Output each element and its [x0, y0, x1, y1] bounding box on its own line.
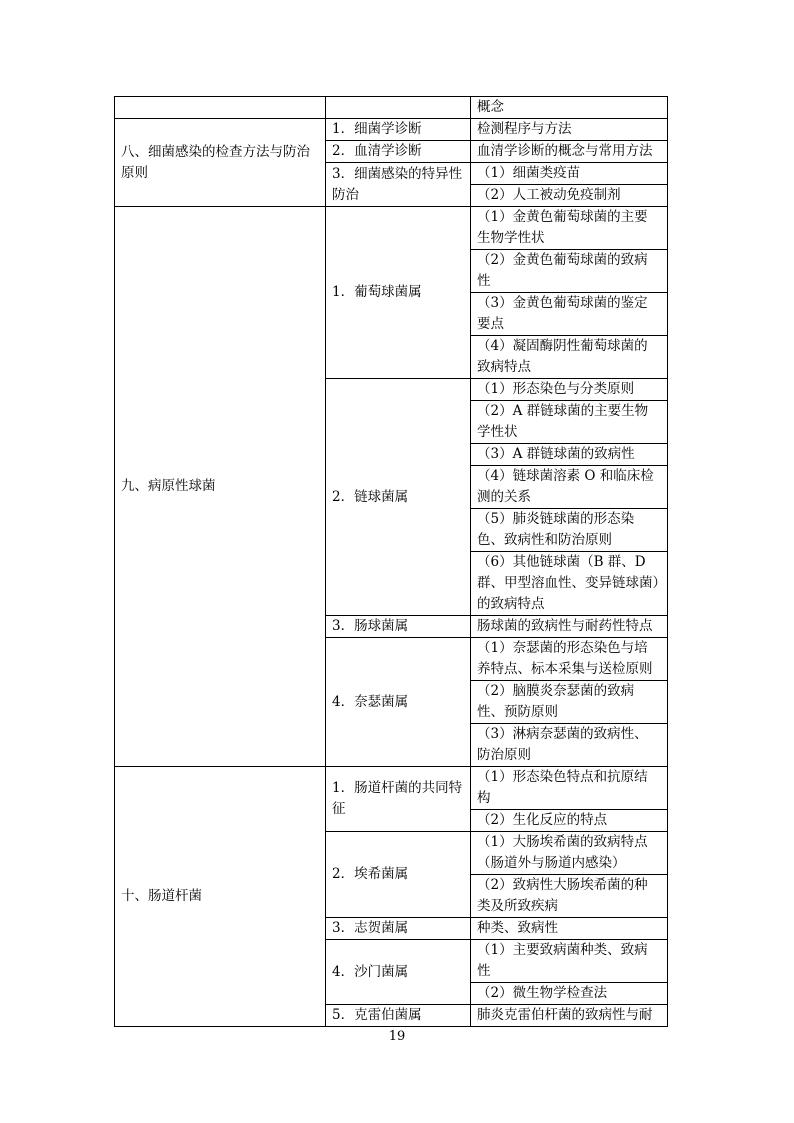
concept-cell: 血清学诊断的概念与常用方法	[471, 141, 668, 163]
table-row	[115, 119, 668, 141]
concept-cell: （1）细菌类疫苗	[471, 163, 668, 185]
concept-cell: 肠球菌的致病性与耐药性特点	[471, 616, 668, 638]
table-row	[115, 767, 668, 810]
concept-cell: （2）生化反应的特点	[471, 810, 668, 832]
concept-cell: （1）金黄色葡萄球菌的主要生物学性状	[471, 207, 668, 250]
header-cell-concept: 概念	[471, 97, 668, 119]
concept-cell: （1）大肠埃希菌的致病特点（肠道外与肠道内感染）	[471, 832, 668, 875]
topic-cell: 2．埃希菌属	[326, 832, 471, 918]
concept-cell: （3）淋病奈瑟菌的致病性、防治原则	[471, 724, 668, 767]
concept-cell: （4）链球菌溶素 O 和临床检测的关系	[471, 466, 668, 509]
concept-cell: （6）其他链球菌（B 群、D 群、甲型溶血性、变异链球菌）的致病特点	[471, 552, 668, 616]
topic-cell: 5．克雷伯菌属	[326, 1005, 471, 1027]
topic-cell: 4．沙门菌属	[326, 940, 471, 1005]
topic-cell: 2．链球菌属	[326, 379, 471, 616]
concept-cell: （3）金黄色葡萄球菌的鉴定要点	[471, 293, 668, 336]
topic-cell: 2．血清学诊断	[326, 141, 471, 163]
concept-cell: 种类、致病性	[471, 918, 668, 940]
topic-cell: 3．肠球菌属	[326, 616, 471, 638]
concept-cell: （4）凝固酶阴性葡萄球菌的致病特点	[471, 336, 668, 379]
concept-cell: （2）金黄色葡萄球菌的致病性	[471, 250, 668, 293]
table-row	[115, 207, 668, 250]
section-title-cell: 十、肠道杆菌	[115, 767, 326, 1027]
topic-cell: 3．细菌感染的特异性防治	[326, 163, 471, 207]
concept-cell: 肺炎克雷伯杆菌的致病性与耐	[471, 1005, 668, 1027]
concept-cell: 检测程序与方法	[471, 119, 668, 141]
concept-cell: （3）A 群链球菌的致病性	[471, 444, 668, 466]
page-number: 19	[388, 1029, 406, 1044]
concept-cell: （2）A 群链球菌的主要生物学性状	[471, 401, 668, 444]
topic-cell: 1．葡萄球菌属	[326, 207, 471, 379]
topic-cell: 4．奈瑟菌属	[326, 638, 471, 767]
section-title-cell: 八、细菌感染的检查方法与防治原则	[115, 119, 326, 207]
concept-cell: （1）形态染色特点和抗原结构	[471, 767, 668, 810]
concept-cell: （5）肺炎链球菌的形态染色、致病性和防治原则	[471, 509, 668, 552]
concept-cell: （2）人工被动免疫制剂	[471, 185, 668, 207]
syllabus-table	[114, 96, 668, 1027]
concept-cell: （2）脑膜炎奈瑟菌的致病性、预防原则	[471, 681, 668, 724]
topic-cell: 3．志贺菌属	[326, 918, 471, 940]
concept-cell: （1）主要致病菌种类、致病性	[471, 940, 668, 983]
syllabus-table-body	[115, 97, 668, 1027]
topic-cell: 1．细菌学诊断	[326, 119, 471, 141]
concept-cell: （2）微生物学检查法	[471, 983, 668, 1005]
concept-cell: （1）奈瑟菌的形态染色与培养特点、标本采集与送检原则	[471, 638, 668, 681]
concept-cell: （1）形态染色与分类原则	[471, 379, 668, 401]
topic-cell: 1．肠道杆菌的共同特征	[326, 767, 471, 832]
section-title-cell: 九、病原性球菌	[115, 207, 326, 767]
concept-cell: （2）致病性大肠埃希菌的种类及所致疾病	[471, 875, 668, 918]
header-cell-section	[115, 97, 326, 119]
table-header-row	[115, 97, 668, 119]
header-cell-topic	[326, 97, 471, 119]
